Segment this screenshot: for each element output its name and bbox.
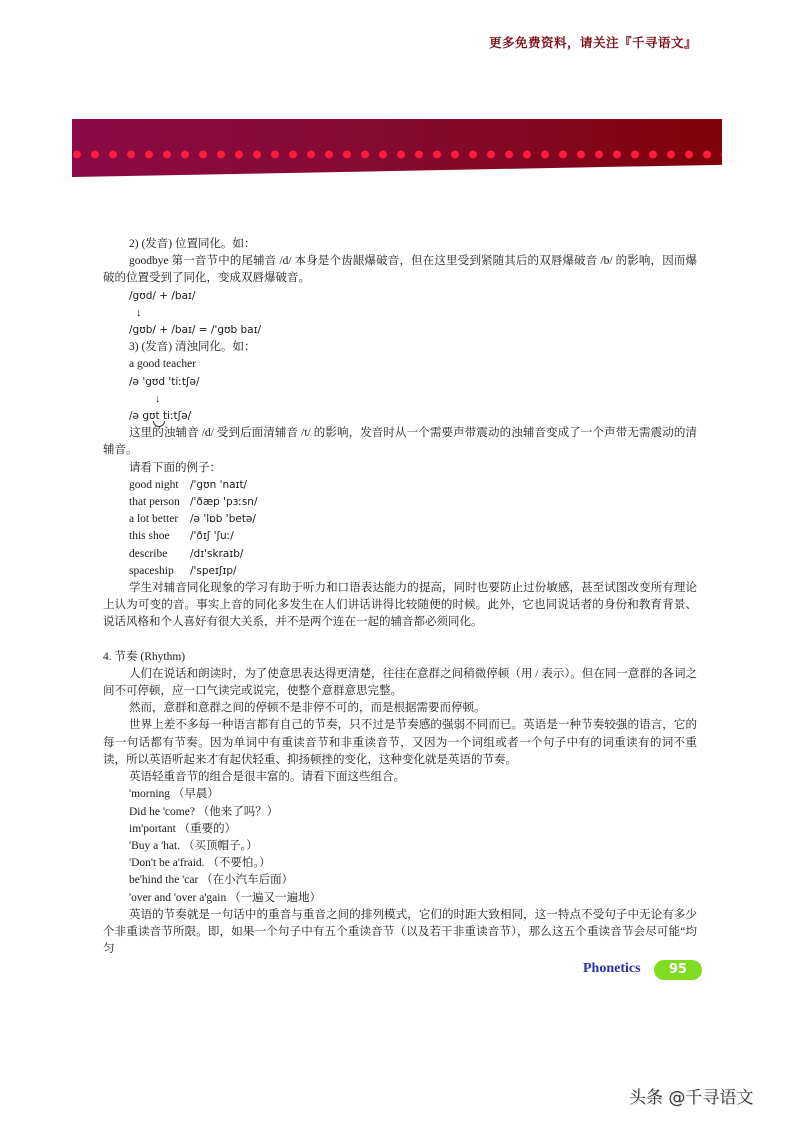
list-item: 'over and 'over a'gain （一遍又一遍地）	[129, 891, 322, 904]
stress-examples-list	[103, 786, 697, 906]
example-ipa: /ə 'lɒb 'betə/	[190, 513, 256, 526]
example-ipa: /dɪ'skraɪb/	[190, 547, 244, 560]
example-word: this shoe	[129, 530, 170, 543]
banner-dot-row	[72, 150, 722, 159]
page-number-badge: 95	[654, 960, 702, 980]
example-ipa: /'gʊn 'naɪt/	[190, 478, 248, 491]
watermark-text: 头条 @千寻语文	[629, 1088, 754, 1108]
promo-header-text: 更多免费资料，请关注『千寻语文』	[488, 35, 697, 50]
list-item: be'hind the 'car （在小汽车后面）	[129, 874, 294, 887]
paragraph-rhythm-3: 世界上差不多每一种语言都有自己的节奏，只不过是节奏感的强弱不同而已。英语是一种节奏较强的语言，它的每一句话都有节奏。因为单词中有重读音节和非重读音节，又因为一个词组或者一个句子中有的词重读有的词不重读，所以英语听起来才有起伏轻重、抑扬顿挫的变化，这种变化就是英语的节奏。	[103, 719, 697, 766]
list-item	[103, 563, 697, 580]
liaison-mark-icon: /ə gʊt tiːtʃə/	[129, 408, 191, 425]
example-ipa: /'speɪʃɪp/	[190, 564, 237, 577]
example-word: good night	[129, 478, 179, 491]
example-word: describe	[129, 547, 168, 560]
paragraph-voicing: 这里的浊辅音 /d/ 受到后面清辅音 /t/ 的影响，发音时从一个需要声带震动的浊辅音变成了一个声带无需震动的清辅音。	[103, 427, 697, 457]
spacer	[103, 632, 697, 649]
list-item: 'morning （早晨）	[129, 788, 219, 801]
example-ipa: /'ðɪʃ 'ʃuː/	[190, 530, 234, 543]
paragraph-rhythm-1: 人们在说话和朗读时，为了使意思表达得更清楚，往往在意群之间稍微停顿（用 / 表示）。但在同一意群的各词之间不可停顿，应一口气读完或说完，使整个意群意思完整。	[103, 667, 697, 698]
example-word: that person	[129, 496, 180, 509]
section-title-rhythm: 4. 节奏 (Rhythm)	[103, 650, 186, 663]
chapter-banner	[72, 119, 722, 177]
list-item: im'portant （重要的）	[129, 822, 237, 835]
page-body	[103, 236, 697, 958]
section-footer-label: Phonetics	[583, 961, 641, 976]
list-item: Did he 'come? （他来了吗？）	[129, 805, 279, 818]
list-item	[103, 477, 697, 494]
ipa-line: /gʊd/ + /baɪ/	[129, 289, 196, 302]
ipa-line-linked	[103, 408, 697, 425]
example-phrase: a good teacher	[129, 358, 197, 371]
down-arrow-icon: ↓	[155, 392, 161, 405]
ipa-line: /ə 'gʊd 'tiːtʃə/	[129, 375, 200, 388]
example-word: spaceship	[129, 564, 174, 577]
subsection-title-place-assimilation: 2) (发音) 位置同化。如：	[129, 238, 256, 250]
list-item	[103, 511, 697, 528]
paragraph-goodbye: goodbye 第一音节中的尾辅音 /d/ 本身是个齿龈爆破音，但在这里受到紧随其后的双唇爆破音 /b/ 的影响，因而爆破的位置受到了同化，变成双唇爆破音。	[103, 255, 697, 285]
down-arrow-icon: ↓	[136, 306, 142, 319]
example-word: a lot better	[129, 513, 179, 526]
paragraph-rhythm-5: 英语的节奏就是一句话中的重音与重音之间的排列模式，它们的时距大致相同，这一特点不受句子中无论有多少个非重读音节所限。即，如果一个句子中有五个重读音节（以及若干非重读音节），那么这五个重读音节会尽可能“均匀	[103, 908, 697, 956]
examples-list	[103, 477, 697, 580]
subsection-title-voicing-assimilation: 3) (发音) 清浊同化。如：	[129, 341, 256, 354]
example-ipa: /'ðæp 'pɜːsn/	[190, 496, 258, 509]
list-item: 'Don't be a'fraid. （不要怕。）	[129, 857, 271, 870]
paragraph-assimilation-advice: 学生对辅音同化现象的学习有助于听力和口语表达能力的提高，同时也要防止过份敏感，甚至试图改变所有理论上认为可变的音。事实上音的同化多发生在人们讲话讲得比较随便的时候。此外，它也同说话者的身份和教育背景、说话风格和个人喜好有很大关系，并不是两个连在一起的辅音都必须同化。	[103, 582, 697, 629]
paragraph-rhythm-4: 英语轻重音节的组合是很丰富的。请看下面这些组合。	[129, 771, 405, 784]
ipa-line: /gʊb/ + /baɪ/ = /'gʊb baɪ/	[129, 324, 262, 337]
list-item	[103, 528, 697, 545]
list-item	[103, 546, 697, 563]
paragraph-rhythm-2: 然而，意群和意群之间的停顿不是非停不可的，而是根据需要而停顿。	[129, 702, 486, 715]
examples-intro: 请看下面的例子：	[129, 461, 221, 474]
list-item	[103, 494, 697, 511]
list-item: 'Buy a 'hat. （买顶帽子。）	[129, 839, 258, 852]
